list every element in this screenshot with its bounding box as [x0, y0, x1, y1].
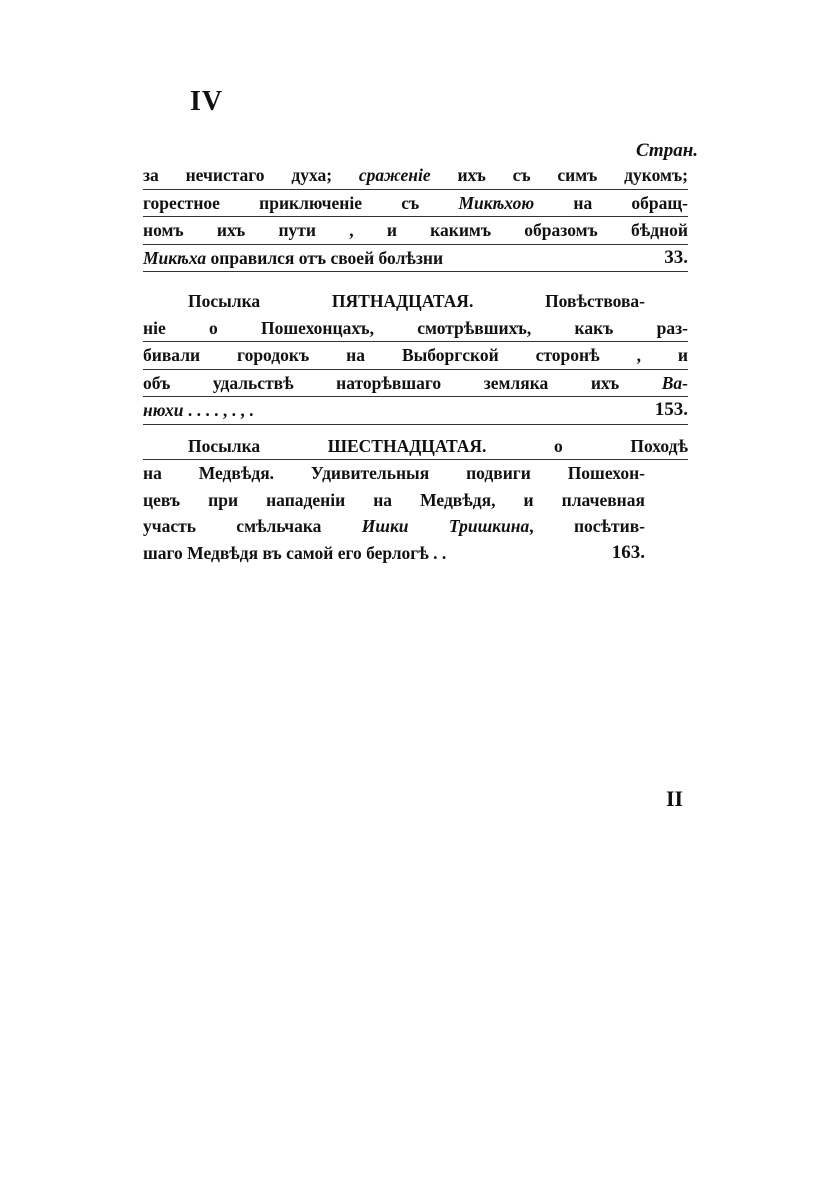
- page-number: IV: [190, 86, 224, 117]
- table-of-contents: [143, 162, 693, 566]
- toc-line: номъ ихъ пути , и какимъ образомъ бѣдной: [143, 217, 688, 245]
- toc-page-number: 33.: [664, 246, 688, 268]
- toc-line: цевъ при нападеніи на Медвѣдя, и плачевная: [143, 489, 645, 510]
- toc-line: участь смѣльчака Ишки Тришкина, посѣтив-: [143, 516, 646, 536]
- toc-line: нюхи . . . . , . , . 153.: [143, 397, 688, 425]
- toc-line: на Медвѣдя. Удивительныя подвиги Пошехон-: [143, 463, 645, 483]
- toc-page-number: 163.: [611, 541, 645, 563]
- toc-line: за нечистаго духа; сраженіе ихъ съ симъ дукомъ;: [143, 162, 688, 190]
- toc-line: Посылка ШЕСТНАДЦАТАЯ. о Походѣ: [143, 433, 688, 461]
- toc-line: Микѣха оправился отъ своей болѣзни 33.: [143, 245, 688, 273]
- toc-line: бивали городокъ на Выборгской сторонѣ , и: [143, 342, 688, 370]
- column-header-pages: Стран.: [635, 140, 698, 161]
- toc-line: объ удальствѣ наторѣвшаго земляка ихъ Ва-: [143, 370, 688, 398]
- toc-line: ніе о Пошехонцахъ, смотрѣвшихъ, какъ раз-: [143, 315, 688, 343]
- signature-mark: II: [666, 786, 684, 811]
- toc-line: горестное приключеніе съ Микѣхою на обращ-: [143, 190, 688, 218]
- toc-line: Посылка ПЯТНАДЦАТАЯ. Повѣствова-: [188, 291, 645, 311]
- toc-page-number: 153.: [654, 399, 688, 420]
- toc-line: шаго Медвѣдя въ самой его берлогѣ . . 163.: [143, 540, 645, 567]
